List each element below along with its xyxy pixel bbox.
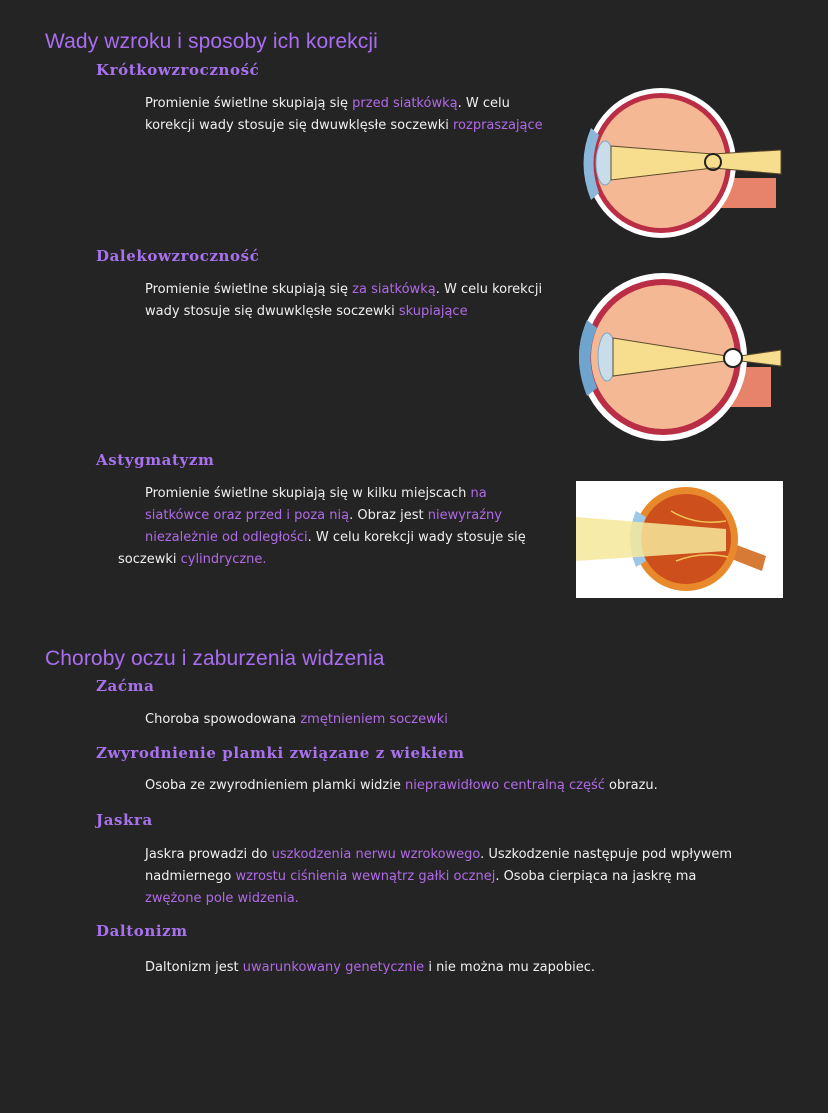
paragraph-hyperopia: Promienie świetlne skupiają się za siatkówką. W celu korekcji wady stosuje się dwuwklęsłe soczewki skupiające [145,282,543,319]
section-title-eye-diseases: Choroby oczu i zaburzenia widzenia [45,647,385,670]
section-title-vision-defects: Wady wzroku i sposoby ich korekcji [45,30,378,53]
heading-cataract: Zaćma [96,677,155,695]
paragraph-colorblindness: Daltonizm jest uwarunkowany genetycznie i nie można mu zapobiec. [145,960,595,975]
heading-glaucoma: Jaskra [96,811,153,829]
paragraph-glaucoma: Jaskra prowadzi do uszkodzenia nerwu wzrokowego. Uszkodzenie następuje pod wpływem nadmiernego wzrostu ciśnienia wewnątrz gałki ocznej. Osoba cierpiąca na jaskrę ma zwężone pole widzenia. [145,847,733,906]
paragraph-myopia: Promienie świetlne skupiają się przed siatkówką. W celu korekcji wady stosuje się dwuwklęsłe soczewki rozpraszające [145,96,543,133]
paragraph-amd: Osoba ze zwyrodnieniem plamki widzie nieprawidłowo centralną część obrazu. [145,778,658,793]
heading-myopia: Krótkowzroczność [96,61,260,79]
eye-hyperopia-diagram [571,272,785,442]
heading-colorblindness: Daltonizm [96,922,188,940]
paragraph-cataract: Choroba spowodowana zmętnieniem soczewki [145,712,448,727]
heading-amd: Zwyrodnienie plamki związane z wiekiem [96,744,465,762]
paragraph-astigmatism: Promienie świetlne skupiają się w kilku miejscach na siatkówce oraz przed i poza nią. Obraz jest niewyraźny niezależnie od odległości. W celu korekcji wady stosuje się soczewki cylindryczne. [118,486,526,567]
heading-astigmatism: Astygmatyzm [96,451,215,469]
eye-myopia-diagram [571,88,785,240]
heading-hyperopia: Dalekowzroczność [96,247,260,265]
eye-astigmatism-diagram [576,481,783,598]
